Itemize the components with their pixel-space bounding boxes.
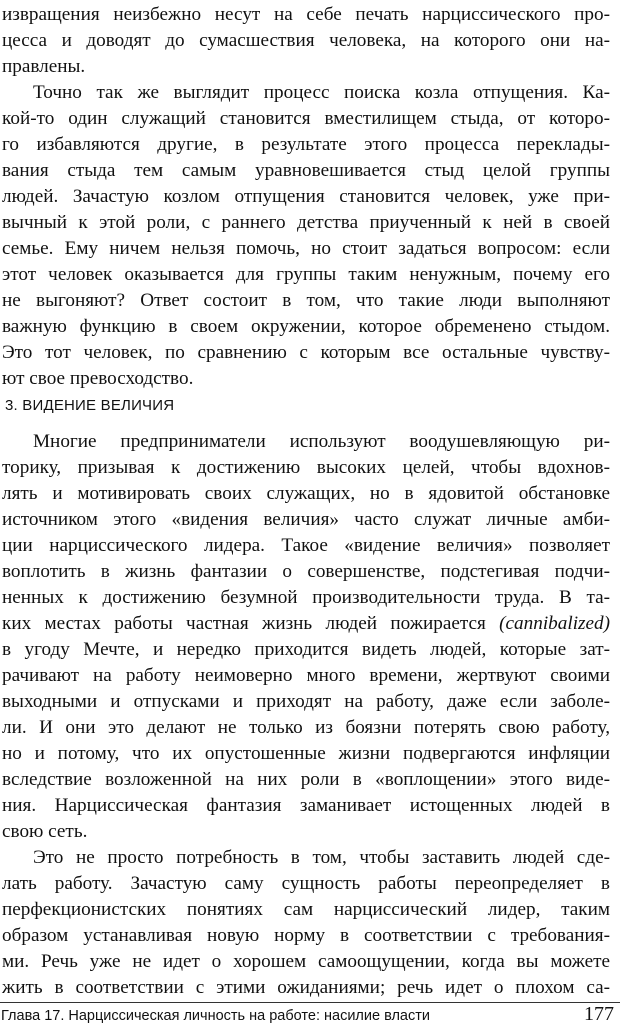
body-line: важную функцию в своем окружении, которое обременено стыдом.	[2, 316, 610, 337]
body-line: вследствие возложенной на них роли в «воплощении» этого виде-	[2, 769, 610, 790]
body-line: воплотить в жизнь фантазии о совершенстве, подстегивая подчи-	[2, 561, 610, 582]
body-line: го избавляются другие, в результате этого процесса переклады-	[2, 134, 610, 155]
body-line: лять и мотивировать своих служащих, но в ядовитой обстановке	[2, 483, 610, 504]
body-line: в угоду Мечте, и нередко приходится видеть людей, которые зат-	[2, 639, 610, 660]
body-line: этот человек оказывается для группы таким ненужным, почему его	[2, 264, 610, 285]
section-heading: 3. ВИДЕНИЕ ВЕЛИЧИЯ	[5, 397, 175, 414]
body-line-with-italic	[2, 612, 610, 636]
body-line: выходными и отпусками и приходят на работу, даже если заболе-	[2, 691, 610, 712]
body-line: образом устанавливая новую норму в соответствии с требования-	[2, 925, 610, 946]
body-line: торику, призывая к достижению высоких целей, чтобы вдохнов-	[2, 457, 610, 478]
body-line: рачивают на работу неимоверно много времени, жертвуют своими	[2, 665, 610, 686]
page-number: 177	[584, 1003, 614, 1025]
body-line: перфекционистских понятиях сам нарциссический лидер, таким	[2, 899, 610, 920]
body-line: свою сеть.	[2, 821, 88, 842]
body-line: Точно так же выглядит процесс поиска козла отпущения. Ка-	[33, 82, 610, 103]
body-line: ненных к достижению безумной производительности труда. В та-	[2, 587, 610, 608]
running-footer: Глава 17. Нарциссическая личность на работе: насилие власти	[1, 1008, 430, 1024]
body-line: вания стыда тем самым уравновешивается стыд целой группы	[2, 160, 610, 181]
body-line: ния. Нарциссическая фантазия заманивает истощенных людей в	[2, 795, 610, 816]
body-line: семье. Ему ничем нельзя помочь, но стоит задаться вопросом: если	[2, 238, 610, 259]
body-line: Это не просто потребность в том, чтобы заставить людей сде-	[33, 847, 610, 868]
body-line: ют свое превосходство.	[2, 368, 194, 389]
body-line: но и потому, что их опустошенные жизни подвергаются инфляции	[2, 743, 610, 764]
italic-term: (cannibalized)	[499, 613, 610, 634]
body-line: лать работу. Зачастую саму сущность работы переопределяет в	[2, 873, 610, 894]
body-line: ми. Речь уже не идет о хорошем самоощущении, когда вы можете	[2, 951, 610, 972]
body-line: Многие предприниматели используют воодушевляющую ри-	[33, 431, 610, 452]
body-line-text: ких местах работы частная жизнь людей пожирается	[2, 613, 500, 634]
body-line: Это тот человек, по сравнению с которым все остальные чувству-	[2, 342, 610, 363]
body-line: извращения неизбежно несут на себе печать нарциссического про-	[2, 4, 610, 25]
body-line: источником этого «видения величия» часто служат личные амби-	[2, 509, 610, 530]
body-line: жить в соответствии с этими ожиданиями; речь идет о плохом са-	[2, 977, 610, 998]
body-line: вычный к этой роли, с раннего детства приученный к ней в своей	[2, 212, 610, 233]
body-line: ли. И они это делают не только из боязни потерять свою работу,	[2, 717, 610, 738]
footer-rule	[0, 1002, 620, 1003]
body-line: кой-то один служащий становится вместилищем стыда, от которо-	[2, 108, 610, 129]
body-line: правлены.	[2, 56, 86, 77]
body-line: людей. Зачастую козлом отпущения становится человек, уже при-	[2, 186, 610, 207]
body-line: не выгоняют? Ответ состоит в том, что такие люди выполняют	[2, 290, 610, 311]
body-line: цесса и доводят до сумасшествия человека, на которого они на-	[2, 30, 610, 51]
body-line: ции нарциссического лидера. Такое «видение величия» позволяет	[2, 535, 610, 556]
